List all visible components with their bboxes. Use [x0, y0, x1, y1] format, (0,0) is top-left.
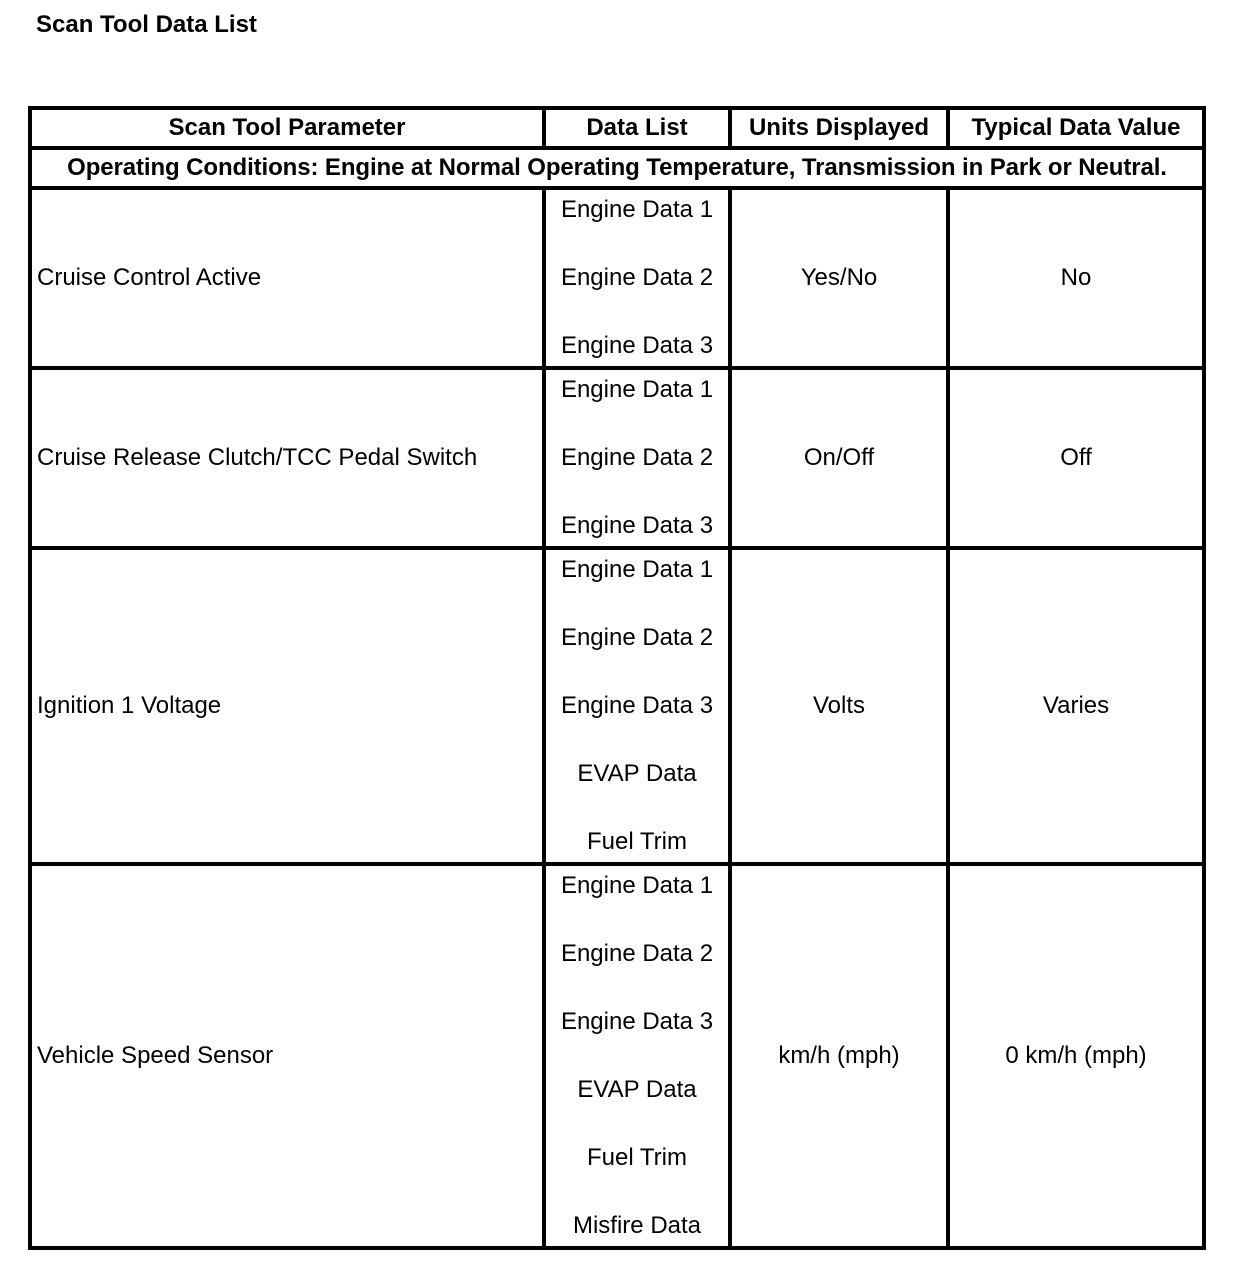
units-cell: km/h (mph): [730, 864, 948, 1248]
table-row: [30, 864, 1204, 1248]
data-list-item: Engine Data 3: [560, 692, 714, 719]
typical-value-cell: No: [948, 188, 1204, 368]
data-list-item: Fuel Trim: [586, 828, 687, 855]
parameter-cell: Ignition 1 Voltage: [30, 548, 544, 864]
data-list-cell: [544, 548, 730, 864]
typical-value-cell: Off: [948, 368, 1204, 548]
operating-conditions: Operating Conditions: Engine at Normal Operating Temperature, Transmission in Park or Neutral.: [30, 148, 1204, 188]
parameter-cell: Vehicle Speed Sensor: [30, 864, 544, 1248]
document-title: Scan Tool Data List: [36, 11, 257, 38]
units-cell: Yes/No: [730, 188, 948, 368]
table-row: [30, 548, 1204, 864]
data-list-item: Fuel Trim: [586, 1144, 687, 1171]
scan-tool-data-table: [28, 106, 1206, 1250]
data-list-item: Engine Data 3: [560, 512, 714, 539]
data-list-item: Engine Data 3: [560, 1008, 714, 1035]
data-list-item: Engine Data 2: [560, 264, 714, 291]
data-list-item: Engine Data 2: [560, 940, 714, 967]
data-list-item: Engine Data 2: [560, 624, 714, 651]
header-units-displayed: Units Displayed: [730, 108, 948, 148]
operating-conditions-row: [30, 148, 1204, 188]
units-cell: Volts: [730, 548, 948, 864]
typical-value-cell: 0 km/h (mph): [948, 864, 1204, 1248]
data-list-item: Engine Data 1: [560, 556, 714, 583]
data-list-cell: [544, 188, 730, 368]
data-list-item: Engine Data 1: [560, 872, 714, 899]
table-row: [30, 368, 1204, 548]
data-list-item: EVAP Data: [577, 760, 697, 787]
data-list-item: Misfire Data: [572, 1212, 702, 1239]
data-list-item: Engine Data 3: [560, 332, 714, 359]
header-row: [30, 108, 1204, 148]
data-list-item: Engine Data 2: [560, 444, 714, 471]
parameter-cell: Cruise Release Clutch/TCC Pedal Switch: [30, 368, 544, 548]
header-typical-data-value: Typical Data Value: [948, 108, 1204, 148]
data-list-item: Engine Data 1: [560, 376, 714, 403]
table-row: [30, 188, 1204, 368]
typical-value-cell: Varies: [948, 548, 1204, 864]
data-list-cell: [544, 864, 730, 1248]
units-cell: On/Off: [730, 368, 948, 548]
header-data-list: Data List: [544, 108, 730, 148]
data-list-cell: [544, 368, 730, 548]
parameter-cell: Cruise Control Active: [30, 188, 544, 368]
data-list-item: EVAP Data: [577, 1076, 697, 1103]
header-scan-tool-parameter: Scan Tool Parameter: [30, 108, 544, 148]
data-list-item: Engine Data 1: [560, 196, 714, 223]
